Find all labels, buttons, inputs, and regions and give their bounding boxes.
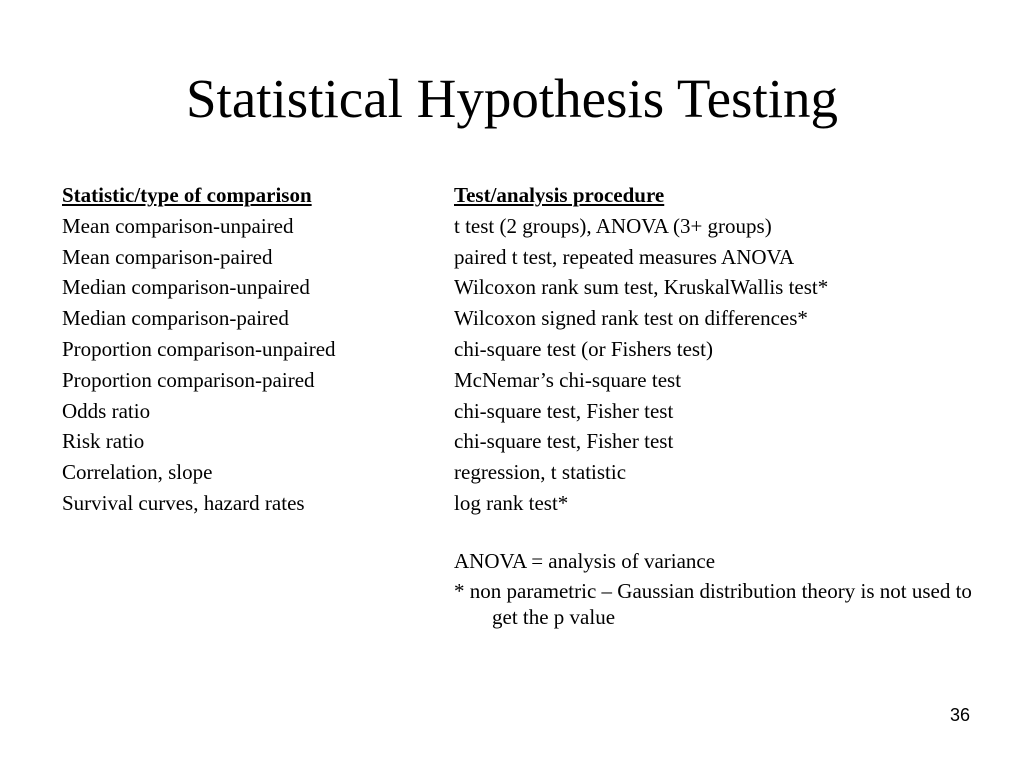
procedure-item: Wilcoxon signed rank test on differences* [454,306,808,331]
page-number: 36 [949,705,970,725]
procedure-item: paired t test, repeated measures ANOVA [454,244,795,269]
comparison-item: Mean comparison-paired [62,244,273,269]
comparison-item: Risk ratio [62,429,145,454]
procedure-item: Wilcoxon rank sum test, KruskalWallis test* [454,275,829,300]
procedure-item: chi-square test, Fisher test [454,429,674,454]
procedure-header: Test/analysis procedure [454,183,665,207]
nonparametric-note: * non parametric – Gaussian distribution theory is not used to get the p value [454,579,972,629]
procedure-item: chi-square test (or Fishers test) [454,336,713,361]
procedure-item: log rank test* [454,490,569,515]
comparison-item: Proportion comparison-unpaired [62,336,336,361]
slide-title: Statistical Hypothesis Testing [185,68,839,129]
procedure-item: regression, t statistic [454,460,627,485]
comparison-item: Mean comparison-unpaired [62,213,294,238]
comparison-item: Median comparison-unpaired [62,275,310,300]
comparison-item: Odds ratio [62,398,151,423]
comparison-item: Proportion comparison-paired [62,367,315,392]
footnotes [454,548,984,634]
procedure-item: chi-square test, Fisher test [454,398,674,423]
procedure-item: t test (2 groups), ANOVA (3+ groups) [454,213,772,238]
comparison-header: Statistic/type of comparison [62,183,312,207]
comparison-item: Median comparison-paired [62,306,289,331]
procedure-column [454,180,984,519]
comparison-item: Correlation, slope [62,460,213,485]
procedure-item: McNemar’s chi-square test [454,367,682,392]
anova-note: ANOVA = analysis of variance [454,549,716,573]
comparison-column [62,180,442,519]
comparison-item: Survival curves, hazard rates [62,490,305,515]
